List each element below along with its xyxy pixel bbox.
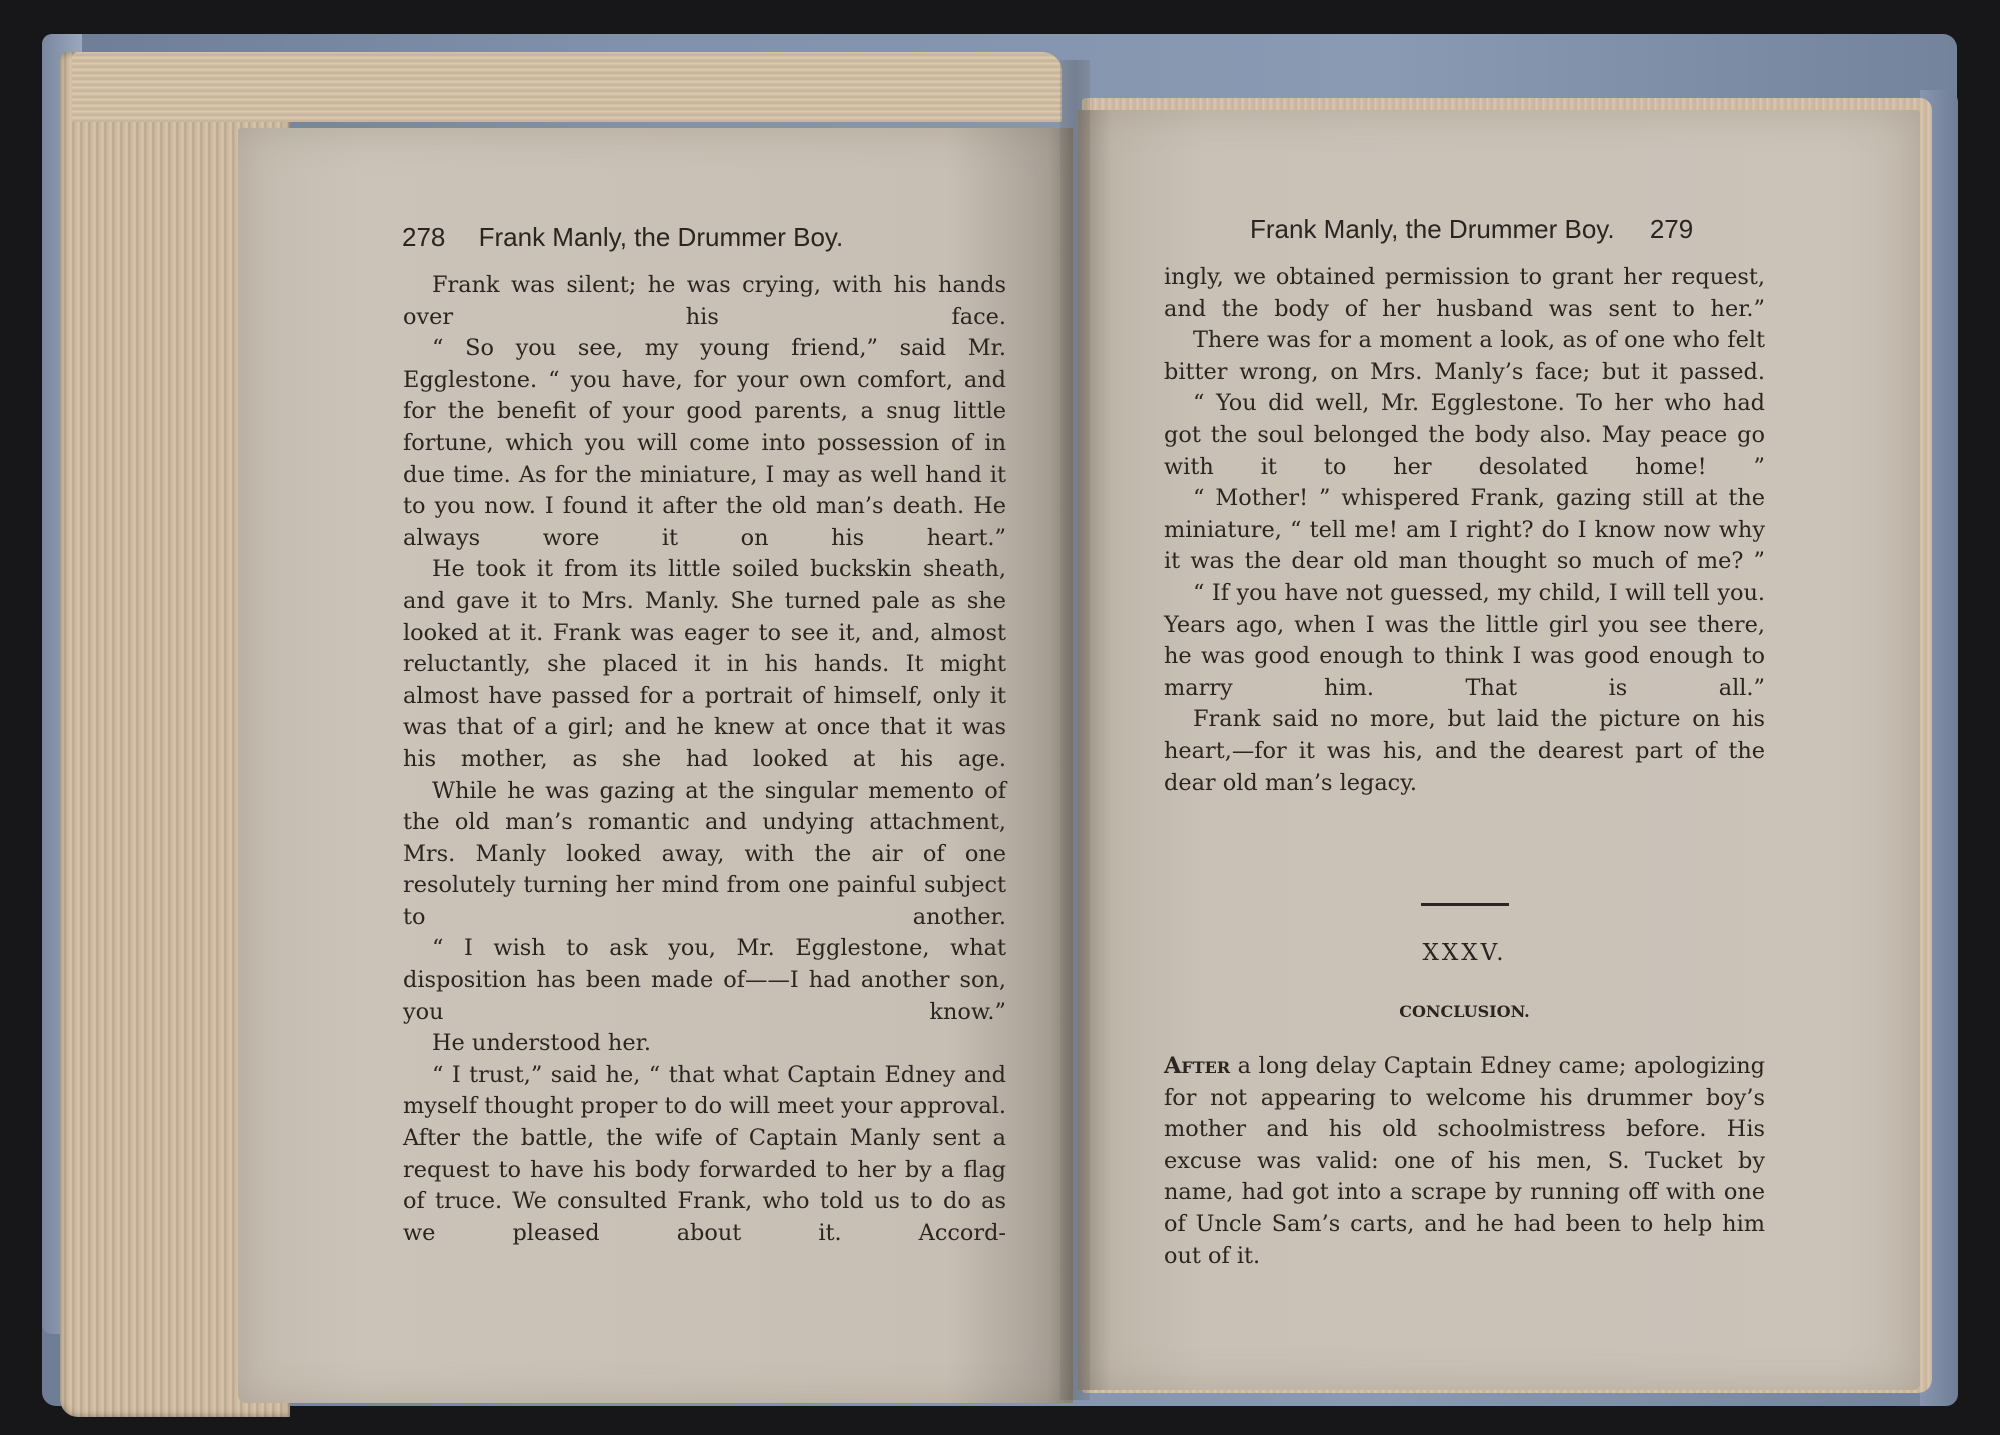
left-page-text bbox=[403, 270, 1006, 1249]
paragraph: He took it from its little soiled buckskin sheath, and gave it to Mrs. Manly. She turned pale as she looked at it. Frank was eager to see it, and, almost reluctantly, she placed it in his hands. It might almost have passed for a portrait of himself, only it was that of a girl; and he knew at once that it was his mother, as she had looked at his age. bbox=[403, 556, 1006, 772]
paragraph: “ Mother! ” whispered Frank, gazing still at the miniature, “ tell me! am I right? do I know now why it was the dear old man thought so much of me? ” bbox=[1164, 485, 1765, 575]
paragraph: He understood her. bbox=[432, 1030, 651, 1057]
book-gutter bbox=[1060, 60, 1090, 1400]
chapter-body: a long delay Captain Edney came; apologizing for not appearing to welcome his drummer boy’s mother and his old schoolmistress before. His excuse was valid: one of his men, S. Tucket by name, had got into a scrape by running off with one of Uncle Sam’s carts, and he had been to help him out of it. bbox=[1164, 1053, 1765, 1269]
left-page-number: 278 bbox=[402, 222, 446, 252]
right-page-number: 279 bbox=[1649, 214, 1694, 244]
chapter-title: CONCLUSION. bbox=[1399, 1002, 1530, 1021]
paragraph: “ I wish to ask you, Mr. Egglestone, what disposition has been made of——I had another son, you know.” bbox=[403, 935, 1006, 1025]
chapter-opening-text bbox=[1164, 1051, 1765, 1272]
paragraph: There was for a moment a look, as of one who felt bitter wrong, on Mrs. Manly’s face; but it passed. bbox=[1164, 327, 1765, 385]
paragraph: “ So you see, my young friend,” said Mr. Egglestone. “ you have, for your own comfort, and for the benefit of your good parents, a snug little fortune, which you will come into possession of in due time. As for the miniature, I may as well hand it to you now. I found it after the old man’s death. He always wore it on his heart.” bbox=[403, 335, 1006, 551]
paragraph: While he was gazing at the singular memento of the old man’s romantic and undying attachment, Mrs. Manly looked away, with the air of one resolutely turning her mind from one painful subject to another. bbox=[403, 777, 1006, 930]
right-page-header bbox=[1250, 214, 1693, 245]
chapter-first-word: After bbox=[1164, 1053, 1231, 1079]
paragraph: Frank said no more, but laid the picture on his heart,—for it was his, and the dearest part of the dear old man’s legacy. bbox=[1164, 706, 1765, 796]
paragraph: ingly, we obtained permission to grant her request, and the body of her husband was sent to her.” bbox=[1164, 264, 1765, 322]
right-running-title: Frank Manly, the Drummer Boy. bbox=[1250, 214, 1615, 244]
paragraph: Frank was silent; he was crying, with his hands over his face. bbox=[403, 272, 1006, 330]
chapter-divider bbox=[1421, 903, 1509, 906]
left-running-title: Frank Manly, the Drummer Boy. bbox=[478, 222, 844, 252]
chapter-number: XXXV. bbox=[1422, 940, 1507, 966]
page-stack-top bbox=[72, 52, 1062, 122]
paragraph: “ You did well, Mr. Egglestone. To her who had got the soul belonged the body also. May peace go with it to her desolated home! ” bbox=[1164, 390, 1765, 480]
left-page-header bbox=[402, 222, 843, 253]
right-page-text bbox=[1164, 262, 1765, 799]
paragraph bbox=[1164, 1051, 1765, 1272]
paragraph: “ I trust,” said he, “ that what Captain Edney and myself thought proper to do will meet your approval. After the battle, the wife of Captain Manly sent a request to have his body forwarded to her by a flag of truce. We consulted Frank, who told us to do as we pleased about it. Accord- bbox=[403, 1061, 1006, 1246]
paragraph: “ If you have not guessed, my child, I will tell you. Years ago, when I was the little girl you see there, he was good enough to think I was good enough to marry him. That is all.” bbox=[1164, 579, 1765, 701]
